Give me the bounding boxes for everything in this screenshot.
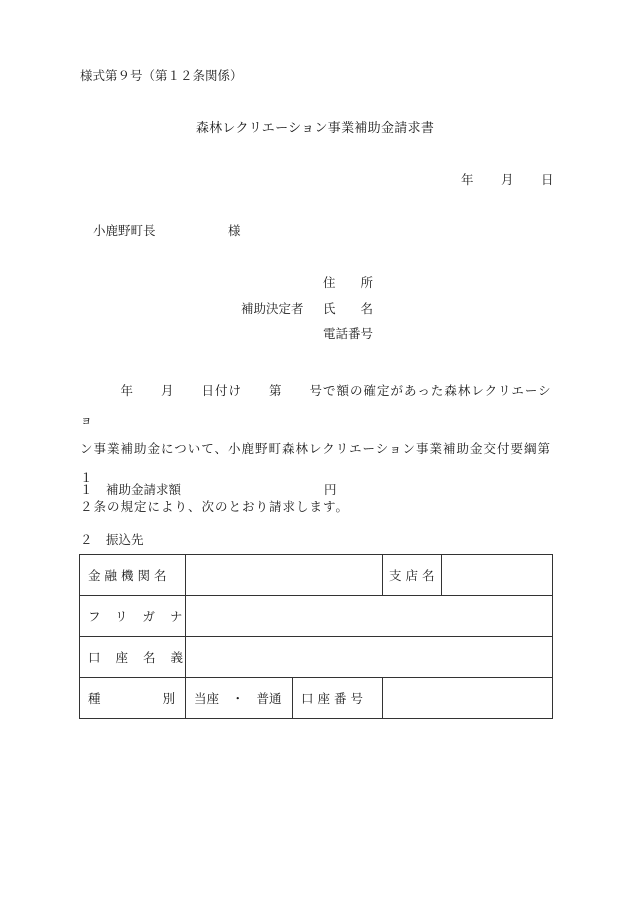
request-body-text [80,376,560,521]
institution-input-cell[interactable] [186,555,383,596]
date-month-label: 月 [501,172,514,187]
addressee-name: 小鹿野町長 [93,223,156,238]
account-number-input-cell[interactable] [383,678,553,719]
date-day-label: 日 [541,172,554,187]
phone-label: 電話番号 [323,326,374,341]
name-label: 氏 名 [323,301,374,316]
branch-input-cell[interactable] [442,555,553,596]
addressee-honorific: 様 [228,223,241,238]
table-row [80,555,553,596]
section-2-number: ２ [80,532,93,547]
form-number: 様式第９号（第１２条関係） [80,68,243,83]
section-request-amount [80,484,181,497]
amount-unit: 円 [324,482,337,497]
branch-label-cell: 支店名 [383,555,442,596]
account-type-options-cell[interactable]: 当座 ・ 普通 [186,678,293,719]
account-type-label-part-1: 種 [88,691,101,706]
section-1-label: 補助金請求額 [106,482,182,497]
body-line-1: 年 月 日付け 第 号で額の確定があった森林レクリエーショ [80,383,552,427]
account-type-label-part-2: 別 [162,691,175,706]
date-year-label: 年 [461,172,474,187]
section-1-number: １ [80,482,93,497]
address-label: 住 所 [323,275,374,290]
account-name-input-cell[interactable] [186,637,553,678]
section-transfer-destination [80,534,144,547]
institution-label-cell: 金融機関名 [80,555,186,596]
furigana-input-cell[interactable] [186,596,553,637]
table-row [80,596,553,637]
applicant-role: 補助決定者 [241,301,304,316]
account-number-label-cell: 口座番号 [293,678,383,719]
bank-account-table [79,554,553,719]
body-line-2: ン事業補助金について、小鹿野町森林レクリエーション事業補助金交付要綱第１ [80,441,552,485]
section-2-label: 振込先 [106,532,144,547]
furigana-label-cell: フリガナ [80,596,186,637]
account-name-label-cell: 口座名義 [80,637,186,678]
table-row [80,678,553,719]
body-line-3: ２条の規定により、次のとおり請求します。 [80,499,350,514]
table-row [80,637,553,678]
account-type-label-cell [80,678,186,719]
document-title: 森林レクリエーション事業補助金請求書 [195,121,435,136]
